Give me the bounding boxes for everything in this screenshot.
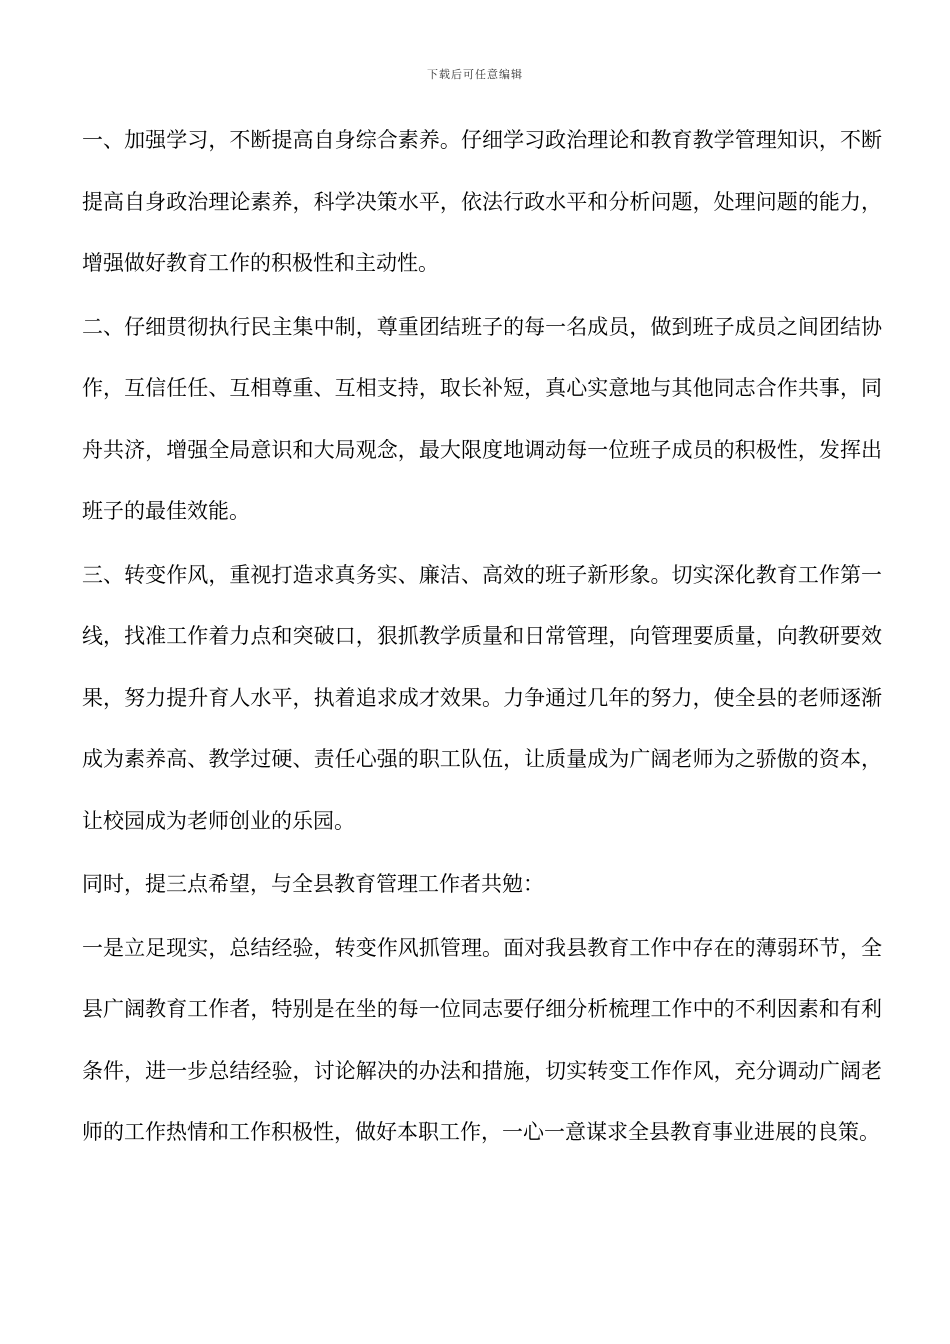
paragraph-3: 三、转变作风，重视打造求真务实、廉洁、高效的班子新形象。切实深化教育工作第一线，找准工作着力点和突破口，狠抓教学质量和日常管理，向管理要质量，向教研要效果，努力提升育人水平，执着追求成才效果。力争通过几年的努力，使全县的老师逐渐成为素养高、教学过硬、责任心强的职工队伍，让质量成为广阔老师为之骄傲的资本，让校园成为老师创业的乐园。: [82, 562, 882, 833]
paragraph-2: 二、仔细贯彻执行民主集中制，尊重团结班子的每一名成员，做到班子成员之间团结协作，互信任任、互相尊重、互相支持，取长补短，真心实意地与其他同志合作共事，同舟共济，增强全局意识和大局观念，最大限度地调动每一位班子成员的积极性，发挥出班子的最佳效能。: [82, 314, 882, 523]
paragraph-5: 一是立足现实，总结经验，转变作风抓管理。面对我县教育工作中存在的薄弱环节，全县广阔教育工作者，特别是在坐的每一位同志要仔细分析梳理工作中的不利因素和有利条件，进一步总结经验，讨论解决的办法和措施，切实转变工作作风，充分调动广阔老师的工作热情和工作积极性，做好本职工作，一心一意谋求全县教育事业进展的良策。: [82, 935, 882, 1144]
page-header: 下载后可任意编辑: [427, 68, 523, 81]
paragraph-4: 同时，提三点希望，与全县教育管理工作者共勉：: [82, 872, 544, 896]
document-body: [82, 110, 882, 1166]
paragraph-1: 一、加强学习，不断提高自身综合素养。仔细学习政治理论和教育教学管理知识，不断提高自身政治理论素养，科学决策水平，依法行政水平和分析问题，处理问题的能力，增强做好教育工作的积极性和主动性。: [82, 128, 882, 275]
